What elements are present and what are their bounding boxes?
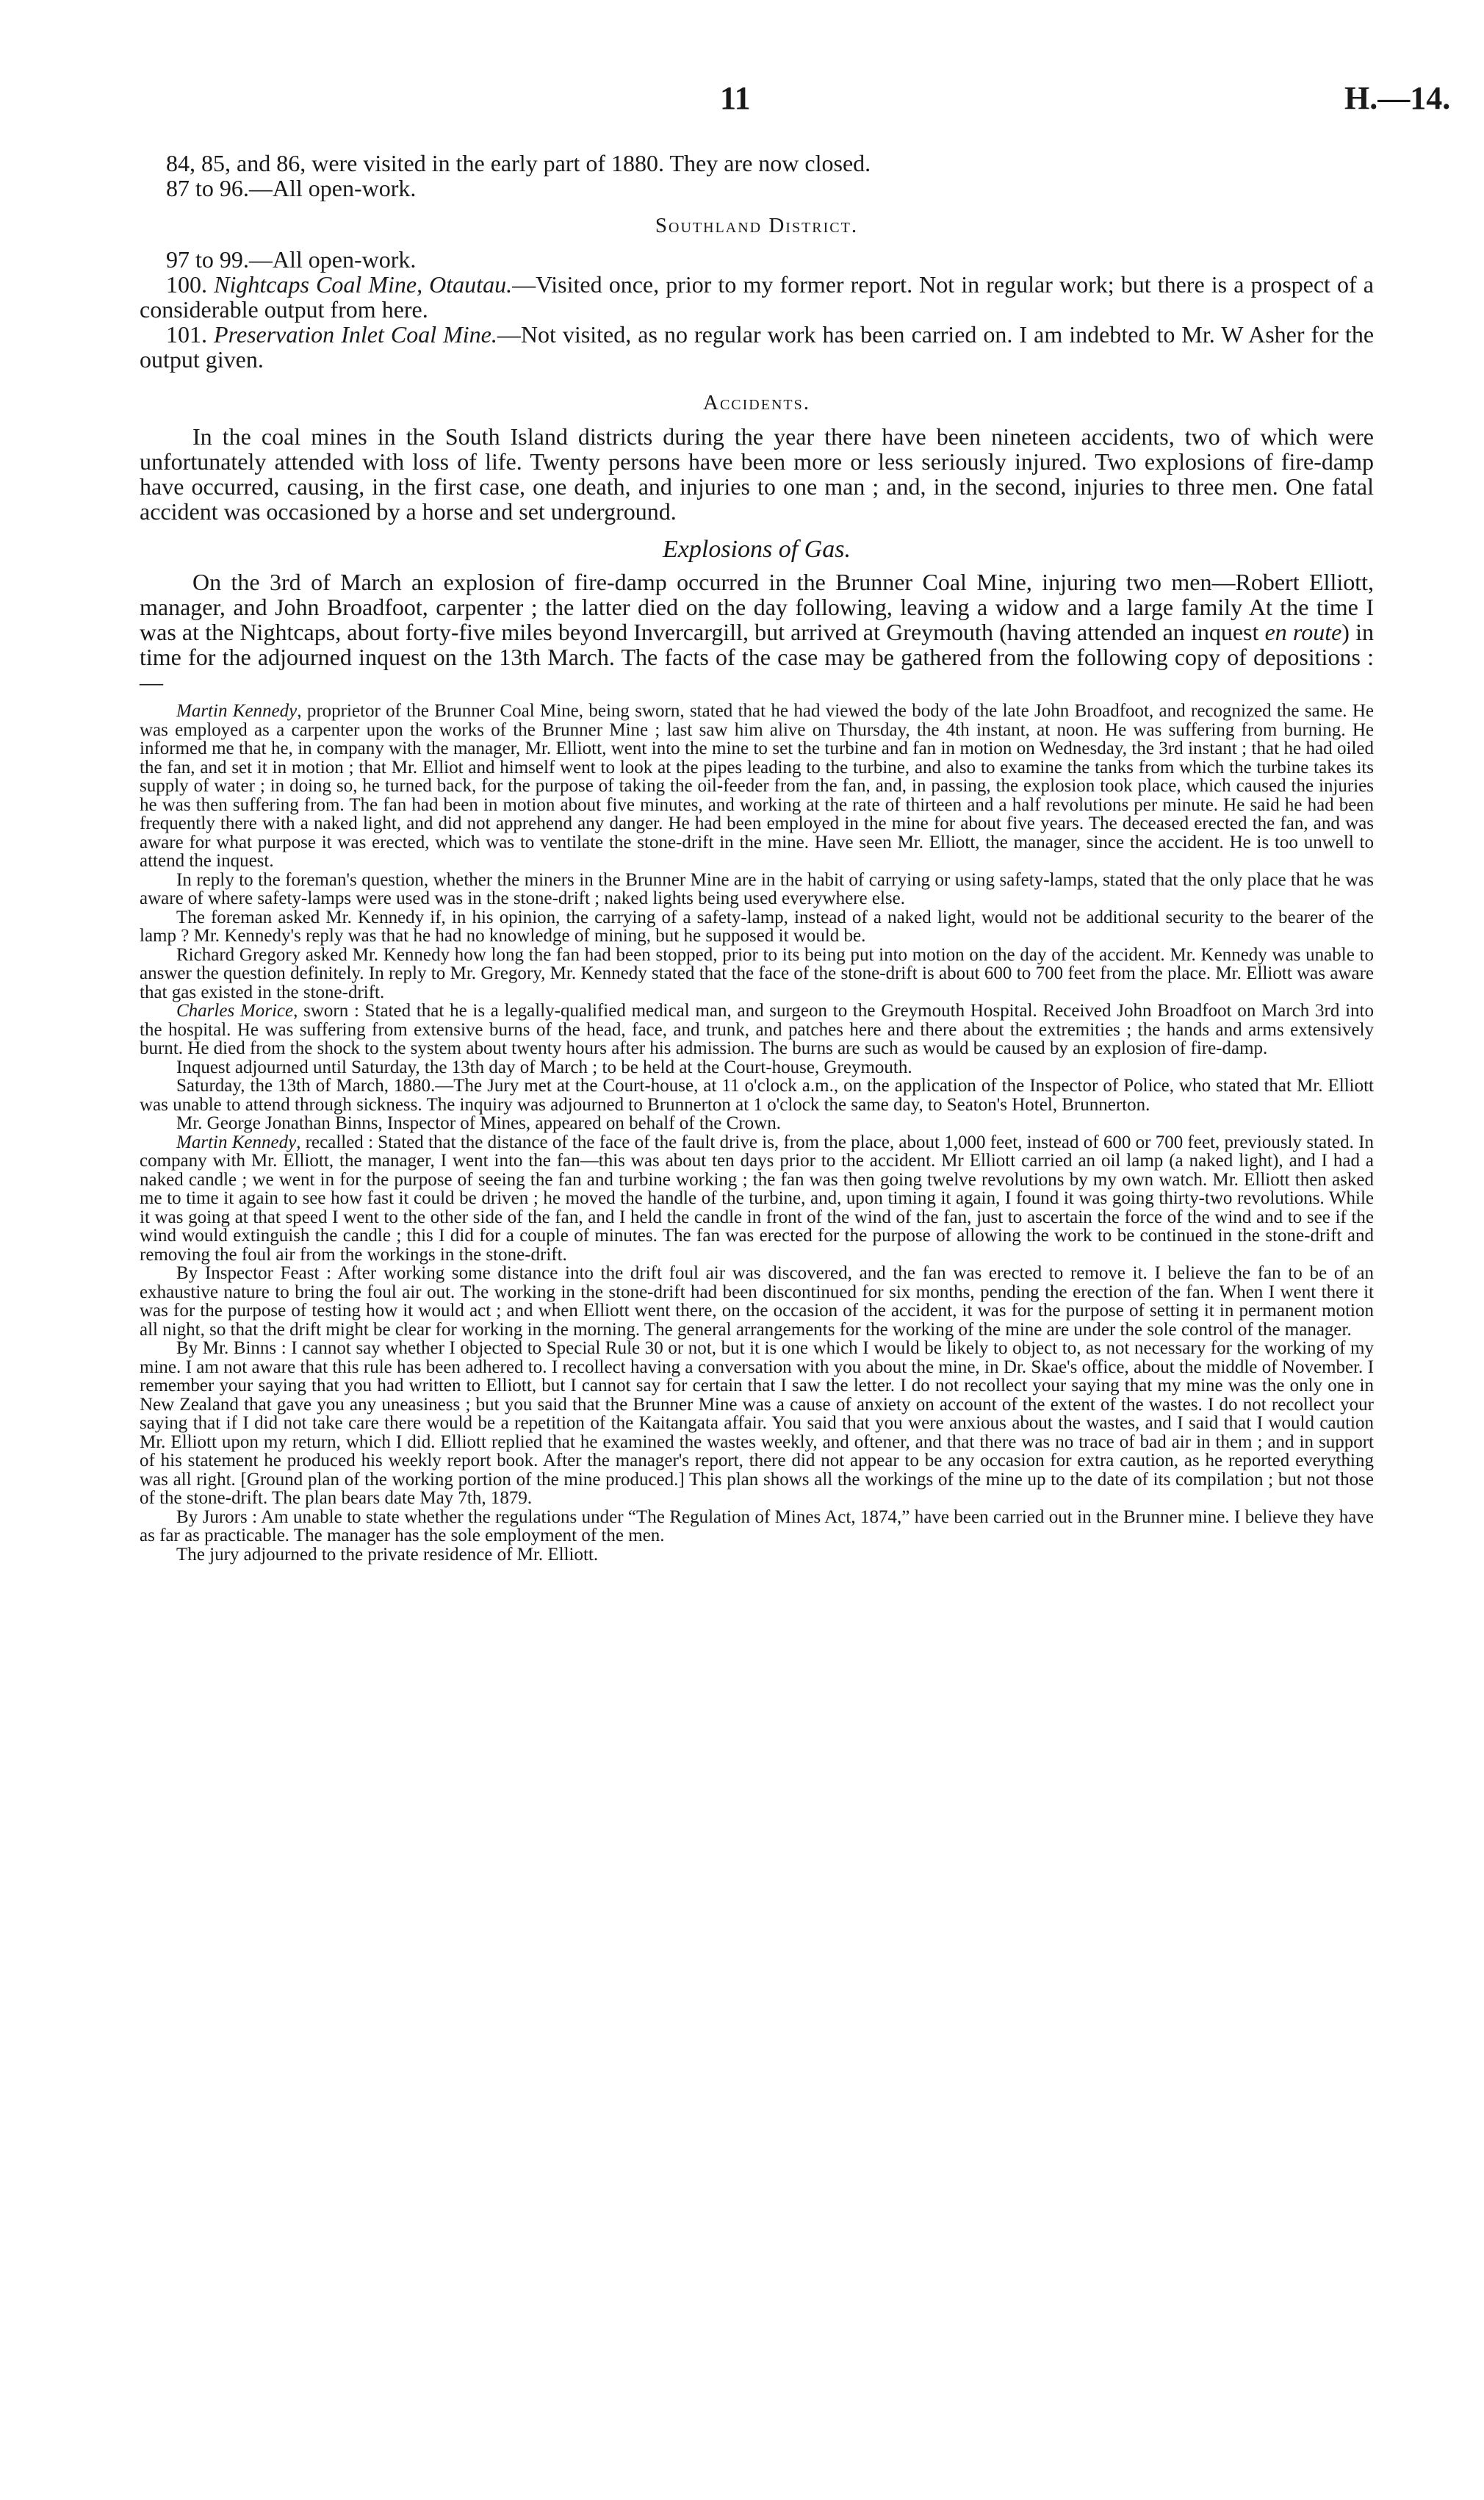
explosions-heading: Explosions of Gas. [663,536,851,563]
mine-name: Preservation Inlet Coal Mine. [214,321,497,348]
explosions-paragraph [140,570,1374,694]
paragraph-text: ) in time for the adjourned inquest on the 13th March. The facts of the case may be gathered from the following copy of depositions :— [140,619,1375,695]
accidents-paragraph: In the coal mines in the South Island districts during the year there have been nineteen accidents, two of which were unfortunately attended with loss of life. Twenty persons have been more or less seriously injured. Two explosions of fire-damp have occurred, causing, in the first case, one death, and injuries to one man ; and, in the second, injuries to three men. One fatal accident was occasioned by a horse and set underground. [140,423,1374,525]
witness-name: Martin Kennedy [176,701,298,721]
jury-adjourned: The jury adjourned to the private residence of Mr. Elliott. [176,1544,599,1565]
mines-visited-line: 84, 85, and 86, were visited in the early part of 1880. They are now closed. [166,150,871,176]
page-header [0,79,1484,123]
open-work-line: 87 to 96.—All open-work. [166,175,417,201]
deposition-text: , recalled : Stated that the distance of the face of the fault drive is, from the place, about 1,000 feet, instead of 600 or 700 feet, previously stated. In company with Mr. Elliott, the manager, I went into the fan—this was about ten days prior to the accident. Mr Elliott carried an oil lamp (a naked light), and I had a naked candle ; we went in for the purpose of seeing the fan and turbine working ; the fan was then going twelve revolutions by my own watch. Mr. Elliott then asked me to time it again to see how fast it could be driven ; he moved the handle of the turbine, and, upon timing it again, I found it was going thirty-two revolutions. While it was going at that speed I went to the other side of the fan, and I held the candle in front of the wind of the fan, just to ascertain the force of the wind and to see if the wind would extinguish the candle ; this I did for a couple of minutes. The fan was erected for the purpose of allowing the work to be continued in the stone-drift and removing the foul air from the workings in the stone-drift. [140,1132,1374,1265]
deposition-morice [140,1002,1374,1058]
inquest-adjourned: Inquest adjourned until Saturday, the 13th day of March ; to be held at the Court-house, Greymouth. [176,1057,912,1077]
deposition-safety-lamp: The foreman asked Mr. Kennedy if, in his opinion, the carrying of a safety-lamp, instead of a naked light, would not be additional security to the bearer of the lamp ? Mr. Kennedy's reply was that he had no knowledge of mining, but he supposed it would be. [140,907,1374,946]
southland-district-heading: Southland District. [655,214,859,237]
deposition-foreman-question: In reply to the foreman's question, whether the miners in the Brunner Mine are in the habit of carrying or using safety-lamps, stated that the only place that he was aware of where safety-lamps were used was in the stone-drift ; naked lights being used everywhere else. [140,869,1374,908]
preservation-inlet-paragraph [140,322,1374,372]
deposition-inspector-feast: By Inspector Feast : After working some distance into the drift foul air was discovered, and the fan was erected to remove it. I believe the fan to be of an exhaustive nature to bring the foul air out. The working in the stone-drift had been discontinued for six months, pending the erection of the fan. When I went there it was for the purpose of testing how it would act ; and when Elliott went there, on the occasion of the accident, it was for the purpose of setting it in permanent motion all night, so that the drift might be clear for working in the morning. The general arrangements for the working of the mine are under the sole control of the manager. [140,1263,1374,1340]
page-number: 11 [720,80,751,116]
jury-meeting: Saturday, the 13th of March, 1880.—The Jury met at the Court-house, at 11 o'clock a.m., on the application of the Inspector of Police, who stated that Mr. Elliott was unable to attend through sickness. The inquiry was adjourned to Brunnerton at 1 o'clock the same day, to Seaton's Hotel, Brunnerton. [140,1076,1374,1115]
deposition-kennedy [140,702,1374,871]
deposition-mr-binns: By Mr. Binns : I cannot say whether I objected to Special Rule 30 or not, but it is one which I would be likely to object to, as not necessary for the working of my mine. I am not aware that this rule has been adhered to. I recollect having a conversation with you about the mine, in Dr. Skae's office, about the middle of November. I remember your saying that you had written to Elliott, but I cannot say for certain that I saw the letter. I do not recollect your saying that my mine was the only one in New Zealand that gave you any uneasiness ; but you said that the Brunner Mine was a cause of anxiety on account of the extent of the wastes. I do not recollect your saying that if I did not take care there would be a repetition of the Kaitangata affair. You said that you were anxious about the wastes, and I said that I would caution Mr. Elliott upon my return, which I did. Elliott replied that he examined the wastes weekly, and oftener, and that there was no trace of bad air in them ; and in support of his statement he produced his weekly report book. After the manager's report, there did not appear to be any occasion for extra caution, as he reported everything was all right. [Ground plan of the working portion of the mine produced.] This plan shows all the workings of the mine up to the date of its compilation ; but not those of the stone-drift. The plan bears date May 7th, 1879. [140,1338,1374,1508]
paper-reference: H.—14. [1344,80,1451,116]
deposition-text: , proprietor of the Brunner Coal Mine, being sworn, stated that he had viewed the body of the late John Broadfoot, and recognized the same. He was employed as a carpenter upon the works of the Brunner Mine ; last saw him alive on Thursday, the 4th instant, at noon. He was suffering from burning. He informed me that he, in company with the manager, Mr. Elliott, went into the mine to set the turbine and fan in motion on Wednesday, the 3rd instant ; that he had oiled the fan, and set it in motion ; that Mr. Elliot and himself went to look at the pipes leading to the turbine, and also to examine the tanks from which the turbine takes its supply of water ; in doing so, he turned back, for the purpose of taking the oil-feeder from the fan, and, in passing, the explosion took place, which caused the injuries he was then suffering from. The fan had been in motion about five minutes, and working at the rate of thirteen and a half revolutions per minute. He said he had been frequently there with a naked light, and did not apprehend any danger. He had been employed in the mine for about five years. The deceased erected the fan, and was aware for what purpose it was erected, which was to ventilate the stone-drift in the mine. Have seen Mr. Elliott, the manager, since the accident. He is too unwell to attend the inquest. [140,701,1374,871]
mine-name: Nightcaps Coal Mine, Otautau. [214,271,513,298]
witness-name: Martin Kennedy [176,1132,297,1152]
italic-phrase: en route [1264,619,1342,645]
item-number: 101. [166,321,215,348]
deposition-text: , sworn : Stated that he is a legally-qualified medical man, and surgeon to the Greymouth Hospital. Received John Broadfoot on March 3rd into the hospital. He was suffering from extensive burns of the head, face, and trunk, and patches here and there about the extremities ; the hands and arms extensively burnt. He died from the shock to the system about twenty hours after his admission. The burns are such as would be caused by an explosion of fire-damp. [140,1001,1374,1058]
witness-name: Charles Morice [176,1001,294,1021]
southland-open-work-line: 97 to 99.—All open-work. [166,246,417,273]
paragraph-text: —Not visited, as no regular work has been carried on. I am indebted to Mr. W Asher for the output given. [140,321,1375,373]
deposition-jurors: By Jurors : Am unable to state whether the regulations under “The Regulation of Mines Act, 1874,” have been carried out in the Brunner mine. I believe they have as far as practicable. The manager has the sole employment of the men. [140,1506,1374,1545]
paragraph-text: —Visited once, prior to my former report. Not in regular work; but there is a prospect of a considerable output from here. [140,271,1375,323]
deposition-kennedy-recalled [140,1133,1374,1265]
inspector-appearance: Mr. George Jonathan Binns, Inspector of Mines, appeared on behalf of the Crown. [176,1113,781,1133]
paragraph-text: On the 3rd of March an explosion of fire-damp occurred in the Brunner Coal Mine, injuring two men—Robert Elliott, manager, and John Broadfoot, carpenter ; the latter died on the day following, leaving a widow and a large family At the time I was at the Nightcaps, about forty-five miles beyond Invercargill, but arrived at Greymouth (having attended an inquest [140,569,1374,645]
accidents-heading: Accidents. [703,391,810,414]
item-number: 100. [166,271,215,298]
page-body [140,151,1374,1564]
nightcaps-paragraph [140,272,1374,322]
deposition-gregory: Richard Gregory asked Mr. Kennedy how long the fan had been stopped, prior to its being put into motion on the day of the accident. Mr. Kennedy was unable to answer the question definitely. In reply to Mr. Gregory, Mr. Kennedy stated that the face of the stone-drift is about 600 to 700 feet from the place. Mr. Elliott was aware that gas existed in the stone-drift. [140,944,1374,1002]
